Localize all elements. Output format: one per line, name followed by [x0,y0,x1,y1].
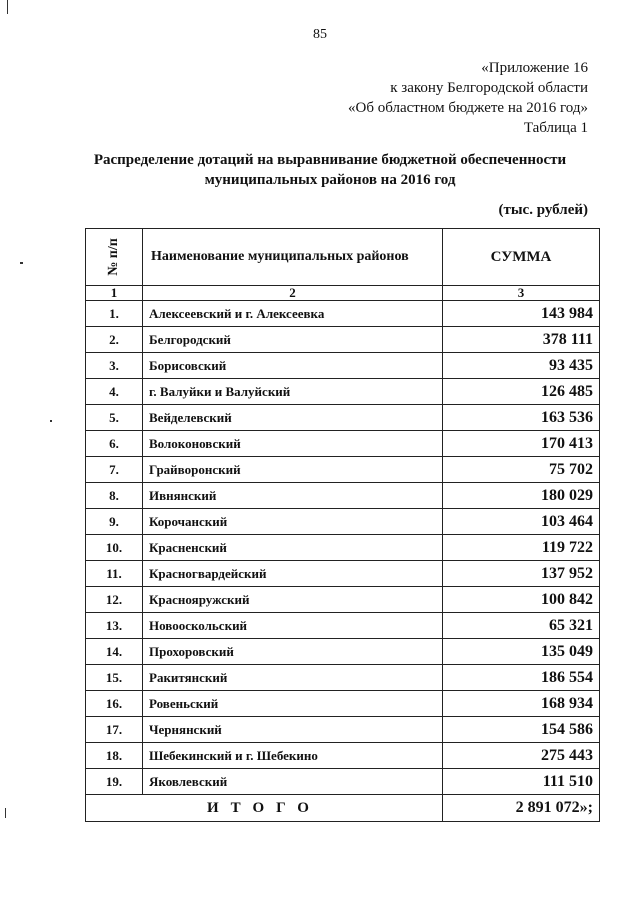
row-number: 18. [86,743,143,769]
row-number: 7. [86,457,143,483]
subsidy-amount: 126 485 [443,379,600,405]
table-row [86,301,600,327]
table-row [86,691,600,717]
column-index: 2 [143,286,443,301]
table-number: Таблица 1 [523,120,588,136]
subsidy-amount: 135 049 [443,639,600,665]
table-row [86,379,600,405]
district-name: Вейделевский [143,405,443,431]
title-line: муниципальных районов на 2016 год [204,172,456,188]
row-number: 13. [86,613,143,639]
header-number: № п/п [86,229,143,286]
row-number: 19. [86,769,143,795]
document-title [60,150,600,190]
appendix-header [348,58,588,138]
units-note: (тыс. рублей) [498,202,588,218]
subsidy-amount: 111 510 [443,769,600,795]
scan-mark [7,0,8,14]
table-row [86,535,600,561]
district-name: Грайворонский [143,457,443,483]
scan-mark [5,808,6,818]
district-name: Красногвардейский [143,561,443,587]
district-name: Прохоровский [143,639,443,665]
district-name: Ивнянский [143,483,443,509]
row-number: 15. [86,665,143,691]
table-row [86,483,600,509]
row-number: 3. [86,353,143,379]
table-row [86,561,600,587]
table-row [86,613,600,639]
header-sum: СУММА [443,229,600,286]
district-name: Красненский [143,535,443,561]
row-number: 16. [86,691,143,717]
subsidy-amount: 75 702 [443,457,600,483]
column-index: 3 [443,286,600,301]
subsidy-amount: 143 984 [443,301,600,327]
total-sum: 2 891 072»; [443,795,600,822]
row-number: 12. [86,587,143,613]
row-number: 10. [86,535,143,561]
page-number: 85 [313,27,327,42]
subsidy-amount: 170 413 [443,431,600,457]
subsidy-amount: 163 536 [443,405,600,431]
subsidy-table [85,228,600,822]
appendix-line: «Приложение 16 [481,60,588,76]
scan-mark [50,420,52,422]
district-name: Корочанский [143,509,443,535]
district-name: Яковлевский [143,769,443,795]
table-row [86,509,600,535]
table-header-row [86,229,600,286]
subsidy-amount: 154 586 [443,717,600,743]
row-number: 8. [86,483,143,509]
table-row [86,717,600,743]
district-name: Алексеевский и г. Алексеевка [143,301,443,327]
row-number: 2. [86,327,143,353]
subsidy-amount: 137 952 [443,561,600,587]
row-number: 14. [86,639,143,665]
column-index: 1 [86,286,143,301]
district-name: Волоконовский [143,431,443,457]
header-name: Наименование муниципальных районов [143,229,443,286]
total-label: ИТОГО [86,795,443,822]
subsidy-amount: 186 554 [443,665,600,691]
row-number: 6. [86,431,143,457]
subsidy-amount: 65 321 [443,613,600,639]
appendix-line: к закону Белгородской области [390,80,588,96]
row-number: 17. [86,717,143,743]
district-name: Шебекинский и г. Шебекино [143,743,443,769]
table-row [86,457,600,483]
table-row [86,327,600,353]
subsidy-amount: 93 435 [443,353,600,379]
row-number: 11. [86,561,143,587]
district-name: Краснояружский [143,587,443,613]
row-number: 1. [86,301,143,327]
row-number: 9. [86,509,143,535]
subsidy-amount: 168 934 [443,691,600,717]
scan-mark [20,262,23,264]
row-number: 5. [86,405,143,431]
subsidy-amount: 275 443 [443,743,600,769]
district-name: Белгородский [143,327,443,353]
table-row [86,769,600,795]
district-name: г. Валуйки и Валуйский [143,379,443,405]
district-name: Ракитянский [143,665,443,691]
title-line: Распределение дотаций на выравнивание бюджетной обеспеченности [93,152,567,168]
table-row [86,353,600,379]
total-row [86,795,600,822]
table-row [86,743,600,769]
district-name: Новооскольский [143,613,443,639]
subsidy-amount: 103 464 [443,509,600,535]
district-name: Ровеньский [143,691,443,717]
column-index-row [86,286,600,301]
district-name: Борисовский [143,353,443,379]
row-number: 4. [86,379,143,405]
table-row [86,405,600,431]
table-row [86,431,600,457]
table-row [86,639,600,665]
appendix-line: «Об областном бюджете на 2016 год» [348,100,588,116]
subsidy-amount: 378 111 [443,327,600,353]
district-name: Чернянский [143,717,443,743]
table-row [86,665,600,691]
subsidy-amount: 119 722 [443,535,600,561]
subsidy-amount: 100 842 [443,587,600,613]
subsidy-amount: 180 029 [443,483,600,509]
table-row [86,587,600,613]
